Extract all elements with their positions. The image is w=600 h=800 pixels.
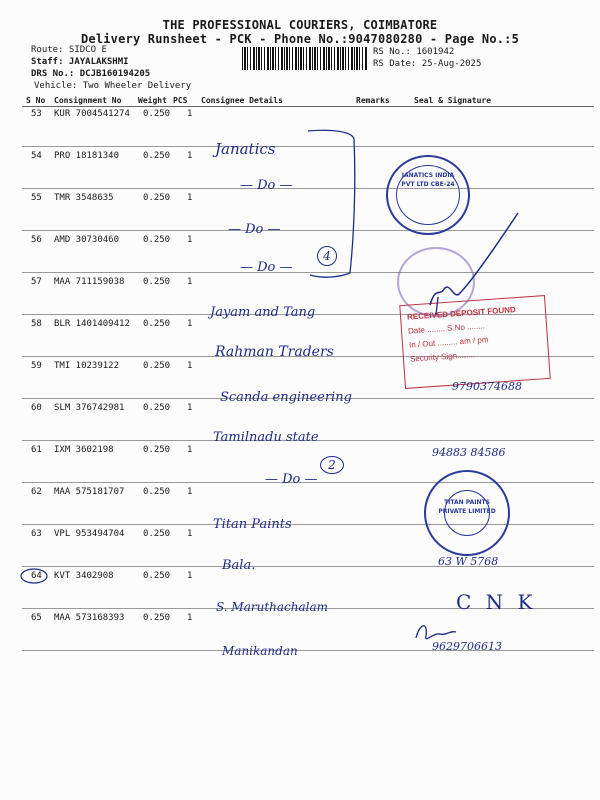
row-weight: 0.250: [143, 445, 171, 455]
header-divider: [22, 106, 594, 107]
hand-consignee-56: — Do —: [240, 260, 293, 275]
titan-stamp: [424, 470, 510, 556]
hand-signature-cnk: C N K: [456, 590, 537, 614]
col-consignee: Consignee Details: [201, 96, 283, 105]
row-consignment: VPL 953494704: [54, 529, 125, 539]
security-stamp-title: RECEIVED DEPOSIT FOUND: [406, 305, 517, 322]
row-weight: 0.250: [143, 109, 171, 119]
hand-consignee-55: — Do —: [228, 222, 281, 237]
col-weight: Weight: [138, 96, 167, 105]
runsheet-subtitle: Delivery Runsheet - PCK - Phone No.:9047080280 - Page No.:5: [80, 32, 520, 46]
table-row: [0, 529, 600, 571]
signature-stroke: [400, 205, 530, 325]
row-sno: 54: [31, 151, 42, 161]
janatics-stamp-text: JANATICS INDIA PVT LTD CBE-24: [401, 172, 455, 188]
row-pcs: 1: [187, 235, 193, 245]
row-pcs: 1: [187, 361, 193, 371]
row-sno: 53: [31, 109, 42, 119]
row-consignment: PRO 18181340: [54, 151, 120, 161]
col-remarks: Remarks: [356, 96, 390, 105]
row-consignment: IXM 3602198: [54, 445, 114, 455]
row-consignment: TMI 10239122: [54, 361, 120, 371]
row-consignment: MAA 573168393: [54, 613, 125, 623]
sno-64-ink-circle: [18, 566, 50, 586]
col-consignment: Consignment No: [54, 96, 122, 105]
row-weight: 0.250: [143, 361, 171, 371]
row-sno: 65: [31, 613, 42, 623]
row-weight: 0.250: [143, 403, 171, 413]
row-pcs: 1: [187, 193, 193, 203]
col-seal: Seal & Signature: [414, 96, 492, 105]
rs-number: RS No.: 1601942: [373, 47, 455, 57]
hand-consignee-59: Rahman Traders: [215, 344, 334, 360]
row-sno: 61: [31, 445, 42, 455]
table-row: [0, 613, 600, 655]
row-consignment: AMD 30730460: [54, 235, 120, 245]
hand-phone-4: 9629706613: [432, 640, 502, 653]
hand-consignee-64: Bala.: [222, 558, 256, 573]
row-weight: 0.250: [143, 571, 171, 581]
row-divider: [22, 566, 594, 567]
vehicle-label: Vehicle: Two Wheeler Delivery: [34, 81, 192, 91]
hand-phone-1: 9790374688: [452, 380, 522, 393]
security-stamp-line2: In / Out ......... am / pm: [408, 335, 489, 350]
row-pcs: 1: [187, 487, 193, 497]
hand-consignee-66: Manikandan: [222, 644, 298, 658]
hand-consignee-65: S. Maruthachalam: [216, 600, 329, 614]
row-consignment: MAA 575181707: [54, 487, 125, 497]
hand-consignee-61: Tamilnadu state: [213, 430, 319, 445]
row-consignment: KVT 3402908: [54, 571, 114, 581]
row-pcs: 1: [187, 277, 193, 287]
row-pcs: 1: [187, 403, 193, 413]
hand-phone-2: 94883 84586: [432, 446, 506, 459]
route-label: Route: SIDCO E: [31, 45, 107, 55]
row-consignment: KUR 7004541274: [54, 109, 130, 119]
row-weight: 0.250: [143, 319, 171, 329]
row-weight: 0.250: [143, 277, 171, 287]
col-pcs: PCS: [173, 96, 188, 105]
row-pcs: 1: [187, 571, 193, 581]
row-pcs: 1: [187, 613, 193, 623]
row-sno: 64: [31, 571, 42, 581]
row-sno: 58: [31, 319, 42, 329]
row-divider: [22, 650, 594, 651]
hand-consignee-53: Janatics: [215, 140, 276, 158]
row-sno: 57: [31, 277, 42, 287]
security-stamp-line1: Date ........ S.No ........: [407, 321, 486, 336]
drs-label: DRS No.: DCJB160194205: [31, 69, 151, 79]
row-weight: 0.250: [143, 529, 171, 539]
rs-date: RS Date: 25-Aug-2025: [373, 59, 482, 69]
row-consignment: SLM 376742981: [54, 403, 125, 413]
hand-circle-count-4: 4: [317, 246, 337, 266]
row-consignment: MAA 711159038: [54, 277, 125, 287]
hand-consignee-60: Scanda engineering: [220, 390, 352, 405]
hand-consignee-63: Titan Paints: [213, 517, 292, 532]
titan-stamp-text: TITAN PAINTS PRIVATE LIMITED: [438, 499, 496, 515]
row-weight: 0.250: [143, 193, 171, 203]
row-sno: 59: [31, 361, 42, 371]
row-weight: 0.250: [143, 151, 171, 161]
row-pcs: 1: [187, 319, 193, 329]
row-pcs: 1: [187, 109, 193, 119]
row-pcs: 1: [187, 445, 193, 455]
hand-consignee-62: — Do —: [265, 472, 318, 487]
row-consignment: TMR 3548635: [54, 193, 114, 203]
hand-consignee-58: Jayam and Tang: [210, 305, 316, 320]
row-pcs: 1: [187, 529, 193, 539]
row-sno: 63: [31, 529, 42, 539]
table-row: [0, 487, 600, 529]
row-sno: 56: [31, 235, 42, 245]
security-stamp-line3: Security Sign........: [409, 350, 476, 364]
row-weight: 0.250: [143, 235, 171, 245]
company-title: THE PROFESSIONAL COURIERS, COIMBATORE: [162, 18, 438, 32]
hand-phone-3: 63 W 5768: [438, 555, 499, 568]
col-sno: S No: [26, 96, 46, 105]
row-sno: 55: [31, 193, 42, 203]
hand-consignee-54: — Do —: [240, 178, 293, 193]
staff-label: Staff: JAYALAKSHMI: [31, 57, 129, 67]
barcode: [242, 47, 368, 70]
row-weight: 0.250: [143, 613, 171, 623]
row-pcs: 1: [187, 151, 193, 161]
row-consignment: BLR 1401409412: [54, 319, 130, 329]
hand-circle-count-2: 2: [320, 456, 344, 474]
row-sno: 62: [31, 487, 42, 497]
row-sno: 60: [31, 403, 42, 413]
row-weight: 0.250: [143, 487, 171, 497]
